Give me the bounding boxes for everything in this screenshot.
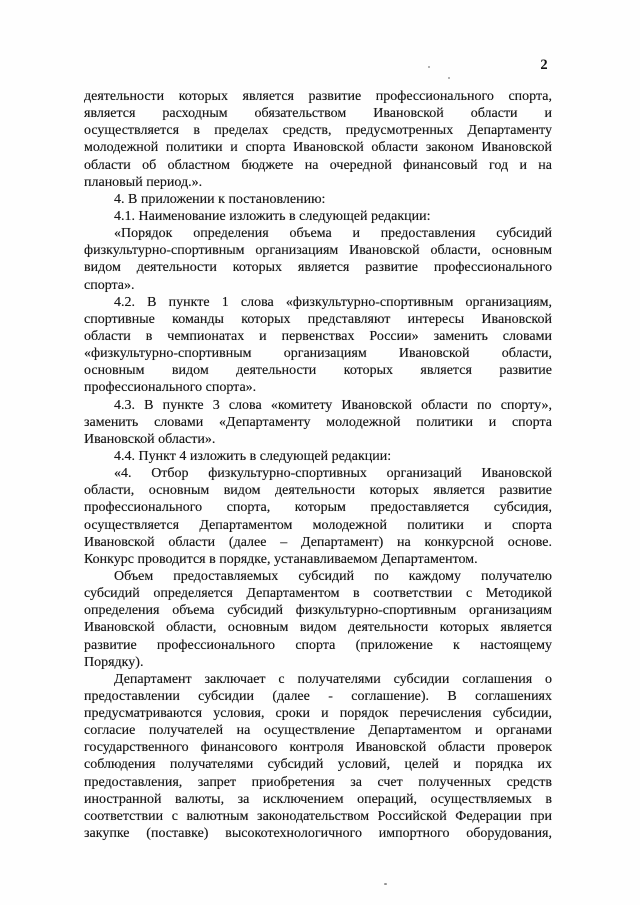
scan-speck (384, 883, 387, 885)
text-line: спортивные команды которых представляют интересы Ивановской (84, 311, 552, 327)
text-line: Порядку). (84, 654, 144, 670)
text-line: определения объема субсидий физкультурно-спортивным организациям (84, 603, 552, 619)
text-line: предоставления, запрет приобретения за счет полученных средств (84, 774, 552, 790)
text-line: заменить словами «Департаменту молодежной политики и спорта (84, 414, 552, 430)
text-line: 4.4. Пункт 4 изложить в следующей редакции: (114, 448, 392, 464)
text-line: основным видом деятельности которых является развитие (84, 363, 552, 379)
text-line: развитие профессионального спорта (приложение к настоящему (84, 637, 552, 653)
text-line: является расходным обязательством Ивановской области и (84, 106, 552, 122)
text-line: осуществляется в пределах средств, предусмотренных Департаменту (84, 123, 552, 139)
text-line: молодежной политики и спорта Ивановской области законом Ивановской (84, 140, 552, 156)
text-line: согласие получателей на осуществление Департаментом и органами (84, 723, 552, 739)
text-line: осуществляется Департаментом молодежной политики и спорта (84, 517, 552, 533)
text-line: предусматриваются условия, сроки и порядок перечисления субсидии, (84, 706, 552, 722)
text-line: Ивановской области». (84, 431, 216, 447)
text-line: спорта». (84, 277, 135, 293)
text-line: Объем предоставляемых субсидий по каждому получателю (114, 568, 552, 584)
text-line: деятельности которых является развитие профессионального спорта, (84, 89, 552, 104)
text-line: профессионального спорта, которым предоставляется субсидия, (84, 500, 552, 516)
text-line: профессионального спорта». (84, 380, 257, 396)
text-line: субсидий определяется Департаментом в соответствии с Методикой (84, 586, 552, 602)
text-line: 4.1. Наименование изложить в следующей редакции: (114, 208, 431, 224)
text-line: закупке (поставке) высокотехнологичного импортного оборудования, (84, 826, 552, 842)
text-line: области в чемпионатах и первенствах России» заменить словами (84, 328, 552, 344)
text-line: «физкультурно-спортивным организациям Ивановской области, (84, 346, 552, 362)
text-line: Конкурс проводится в порядке, устанавливаемом Департаментом. (84, 551, 478, 567)
text-line: Ивановской области, основным видом деятельности которых является (84, 620, 552, 636)
text-line: области об областном бюджете на очередной финансовый год и на (84, 157, 552, 173)
text-line: иностранной валюты, за исключением операций, осуществляемых в (84, 791, 552, 807)
text-line: «Порядок определения объема и предоставления субсидий (114, 226, 552, 242)
text-line: «4. Отбор физкультурно-спортивных организаций Ивановской (114, 466, 552, 482)
text-line: видом деятельности которых является развитие профессионального (84, 260, 552, 276)
text-line: плановый период.». (84, 174, 203, 190)
text-line: области, основным видом деятельности которых является развитие (84, 483, 552, 499)
text-line: Ивановской области (далее – Департамент) на конкурсной основе. (84, 534, 552, 550)
text-line: физкультурно-спортивным организациям Ивановской области, основным (84, 243, 552, 259)
text-line: предоставлении субсидии (далее - соглашение). В соглашениях (84, 688, 552, 704)
text-line: 4.3. В пункте 3 слова «комитету Ивановской области по спорту», (114, 397, 552, 413)
scan-speck (448, 77, 450, 79)
text-line: соблюдения получателями субсидий условий, целей и порядка их (84, 757, 552, 773)
text-line: Департамент заключает с получателями субсидии соглашения о (114, 671, 552, 687)
text-line: соответствии с валютным законодательством Российской Федерации при (84, 808, 552, 824)
page-number: 2 (540, 57, 548, 73)
text-line: 4.2. В пункте 1 слова «физкультурно-спортивным организациям, (114, 294, 552, 310)
text-line: 4. В приложении к постановлению: (114, 191, 326, 207)
text-line: государственного финансового контроля Ивановской области проверок (84, 740, 552, 756)
scan-speck (428, 66, 430, 68)
document-text (84, 88, 552, 842)
